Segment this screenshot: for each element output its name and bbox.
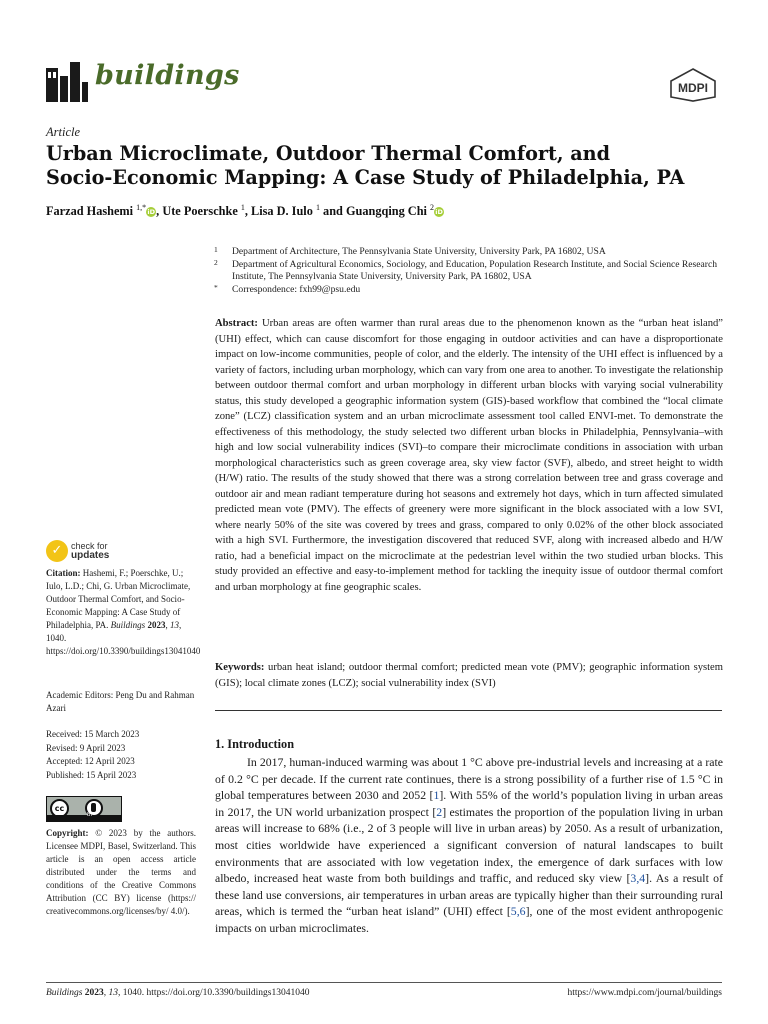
article-type: Article — [46, 125, 81, 139]
author-name[interactable]: Guangqing Chi — [345, 204, 427, 219]
footer-year: 2023 — [84, 988, 104, 998]
author-affiliation-mark: 1 — [240, 203, 245, 212]
intro-text: ]. With 55% of the world’s population living in urban areas in 2017, the UN world urbanization prospect [ — [215, 788, 723, 819]
title-line-1: Urban Microclimate, Outdoor Thermal Comfort, and — [46, 142, 610, 165]
author-list: Farzad Hashemi $^{1,*}$iD, Ute Poerschke $^1$, Lisa D. Iulo $^1$ and Guangqing Chi $^2$iD — [46, 203, 443, 219]
keywords-text: urban heat island; outdoor thermal comfort; predicted mean vote (PMV); geographic information system (GIS); local climate zones (LCZ); social vulnerability index (SVI) — [215, 662, 723, 689]
citation-year: 2023 — [147, 620, 166, 630]
mdpi-logo-text: MDPI — [678, 81, 708, 95]
license-by-label: BY — [87, 812, 94, 818]
date-revised: Revised: 9 April 2023 — [46, 742, 126, 753]
abstract — [215, 316, 723, 595]
date-received: Received: 15 March 2023 — [46, 729, 140, 739]
reference-link[interactable]: 1 — [433, 788, 440, 803]
affiliation-mark: 1 — [214, 245, 218, 254]
cc-by-license-badge[interactable] — [46, 796, 122, 822]
introduction-paragraph — [215, 754, 723, 937]
intro-text: In 2017, human-induced warming was about 1 °C above pre-industrial levels and increasing at a rate of 0.2 °C per decade. If the current rate continues, there is a strong possibility of a further rise of 1.5 °C in global temperatures between 2030 and 2052 [ — [215, 755, 723, 803]
reference-separator: , — [636, 871, 640, 886]
author-name[interactable]: Ute Poerschke — [162, 204, 238, 219]
title-line-2: Socio-Economic Mapping: A Case Study of Philadelphia, PA — [46, 166, 685, 189]
affiliation-mark: 2 — [214, 257, 218, 267]
orcid-icon[interactable]: iD — [147, 208, 155, 217]
journal-logo — [46, 62, 88, 102]
citation-journal: Buildings — [110, 620, 146, 630]
author-affiliation-mark: 1,* — [136, 203, 147, 212]
abstract-text: Urban areas are often warmer than rural areas due to the phenomenon known as the “urban heat island” (UHI) effect, which can cause discomfort for those engaging in outdoor activities and can have a disproportionate impact on low-income communities, people of color, and the elderly. The intensity of the UHI effect is influenced by a variety of factors, including urban morphology, which can vary from one area to another. To investigate the relationship between outdoor thermal comfort and urban morphology in different urban blocks with varying social vulnerability status, this study developed a geographic information system (GIS)-based workflow that combined the “local climate zone” (LCZ) classification system and an urban microclimate assessment tool called ENVI-met. To demonstrate the effectiveness of this methodology, the study selected two different urban blocks in Philadelphia, Pennsylvania–with high and low social vulnerability indices (SVI)–to compare their microclimate conditions in association with urban morphological characteristics such as green coverage area, sky view factor (SVF), albedo, and street height to width (H/W) ratio. The results of the study showed that there was a strong correlation between tree and grass coverage and outdoor air and mean radiant temperature during hot seasons and extremely hot days, which in turn affected simulated predicted mean vote (PMV). The effects of greenery were more significant in the block associated with a low SVI, where nearly 50% of the site was covered by trees and grass, compared to only 0.02% of the other block associated with a high SVI. Furthermore, the investigation discovered that reduced SVF, along with increased albedo and H/W ratio, had a beneficial impact on the microclimate at the pedestrian level within the two studied urban blocks. This study provided an effective and easy-to-implement method for tackling the inequity issue of outdoor thermal comfort and urban morphology at fine geographic scales. — [215, 318, 724, 593]
citation-label: Citation: — [46, 568, 81, 578]
section-divider — [215, 710, 722, 711]
reference-link[interactable]: 6 — [519, 904, 526, 919]
author-affiliation-mark: 1 — [315, 203, 320, 212]
check-for-updates-button[interactable] — [46, 540, 126, 566]
intro-text: ], one of the most evident anthropogenic impacts on urban microclimates. — [215, 904, 723, 935]
affiliation-item — [212, 259, 727, 284]
affiliations — [212, 246, 727, 296]
orcid-icon[interactable]: iD — [435, 208, 443, 217]
copyright-block — [46, 827, 196, 918]
keywords-label: Keywords: — [215, 662, 265, 673]
author-name[interactable]: Lisa D. Iulo — [251, 204, 313, 219]
date-published: Published: 15 April 2023 — [46, 769, 137, 780]
publication-dates — [46, 728, 196, 782]
author-affiliation-mark: 2 — [430, 203, 435, 212]
copyright-label: Copyright: — [46, 828, 89, 838]
intro-text: ]. As a result of these land use conversions, air temperatures in urban areas are typically higher than their surrounding rural areas, which is termed the “urban heat island” (UHI) effect [ — [215, 871, 723, 919]
author-name[interactable]: Farzad Hashemi — [46, 204, 134, 219]
affiliation-item — [212, 246, 727, 259]
affiliation-text: Department of Agricultural Economics, Sociology, and Education, Population Research Institute, and Social Science Research Institute, The Pennsylvania State University, University Park, PA 16802, USA — [232, 258, 718, 283]
academic-editors: Academic Editors: Peng Du and Rahman Azari — [46, 690, 195, 713]
footer-citation: Buildings 2023, 13, 1040. https://doi.org/10.3390/buildings13041040 — [46, 988, 310, 998]
affiliation-item — [212, 284, 727, 297]
reference-link[interactable]: 3 — [630, 871, 637, 886]
intro-text: ] estimates the proportion of the population living in urban areas will increase to 68% (i.e., 2 of 3 people will live in urban areas) by 2050. As a result of urbanization, most cities worldwide have experienced a significant conversion of natural landscapes to built environments that are associated with low vegetation index, the emergence of dark surfaces with low albedo, increased heat waste from both buildings and traffic, and reduced sky view [ — [215, 804, 723, 886]
citation-block: Citation: Hashemi, F.; Poerschke, U.; Iulo, L.D.; Chi, G. Urban Microclimate, Outdoor Thermal Comfort, and Socio-Economic Mapping: A Case Study of Philadelphia, PA. Buildings 2023, 13, 1040. https://doi.org/10.3390/buildings13041040 — [46, 568, 201, 656]
date-accepted: Accepted: 12 April 2023 — [46, 756, 135, 766]
affiliation-mark: * — [214, 282, 218, 292]
citation-text: Hashemi, F.; Poerschke, U.; Iulo, L.D.; Chi, G. Urban Microclimate, Outdoor Thermal Comfort, and Socio-Economic Mapping: A Case Study of Philadelphia, PA. — [46, 568, 191, 630]
paper-title — [46, 142, 736, 190]
citation-doi[interactable]: , 1040. https://doi.org/10.3390/buildings13041040 — [46, 620, 201, 656]
footer-divider — [46, 982, 722, 983]
correspondence-email[interactable]: Correspondence: fxh99@psu.edu — [232, 283, 361, 295]
reference-link[interactable]: 5 — [510, 904, 517, 919]
journal-name[interactable]: buildings — [95, 60, 240, 91]
checkup-line-1: check for — [71, 541, 108, 551]
section-heading-introduction: 1. Introduction — [215, 737, 295, 751]
abstract-label: Abstract: — [215, 318, 258, 329]
footer-journal: Buildings — [46, 988, 83, 998]
reference-separator: , — [516, 904, 520, 919]
footer-doi[interactable]: , 1040. https://doi.org/10.3390/buildings13041040 — [118, 988, 310, 998]
footer-journal-url[interactable]: https://www.mdpi.com/journal/buildings — [567, 988, 722, 998]
check-icon: ✓ — [46, 540, 68, 562]
keywords — [215, 660, 723, 691]
citation-volume: 13 — [169, 620, 179, 630]
copyright-text: © 2023 by the authors. Licensee MDPI, Basel, Switzerland. This article is an open access article distributed under the terms and conditions of the Creative Commons Attribution (CC BY) license (https:// creativecommons.org/licenses/by/ 4.0/). — [46, 828, 197, 916]
affiliation-text: Department of Architecture, The Pennsylvania State University, University Park, PA 16802, USA — [232, 246, 606, 257]
checkup-line-2: updates — [71, 550, 110, 561]
reference-link[interactable]: 2 — [436, 804, 443, 819]
footer-volume: 13 — [108, 988, 119, 998]
reference-link[interactable]: 4 — [639, 871, 646, 886]
creative-commons-icon: cc — [50, 799, 69, 818]
mdpi-logo[interactable] — [665, 68, 721, 102]
